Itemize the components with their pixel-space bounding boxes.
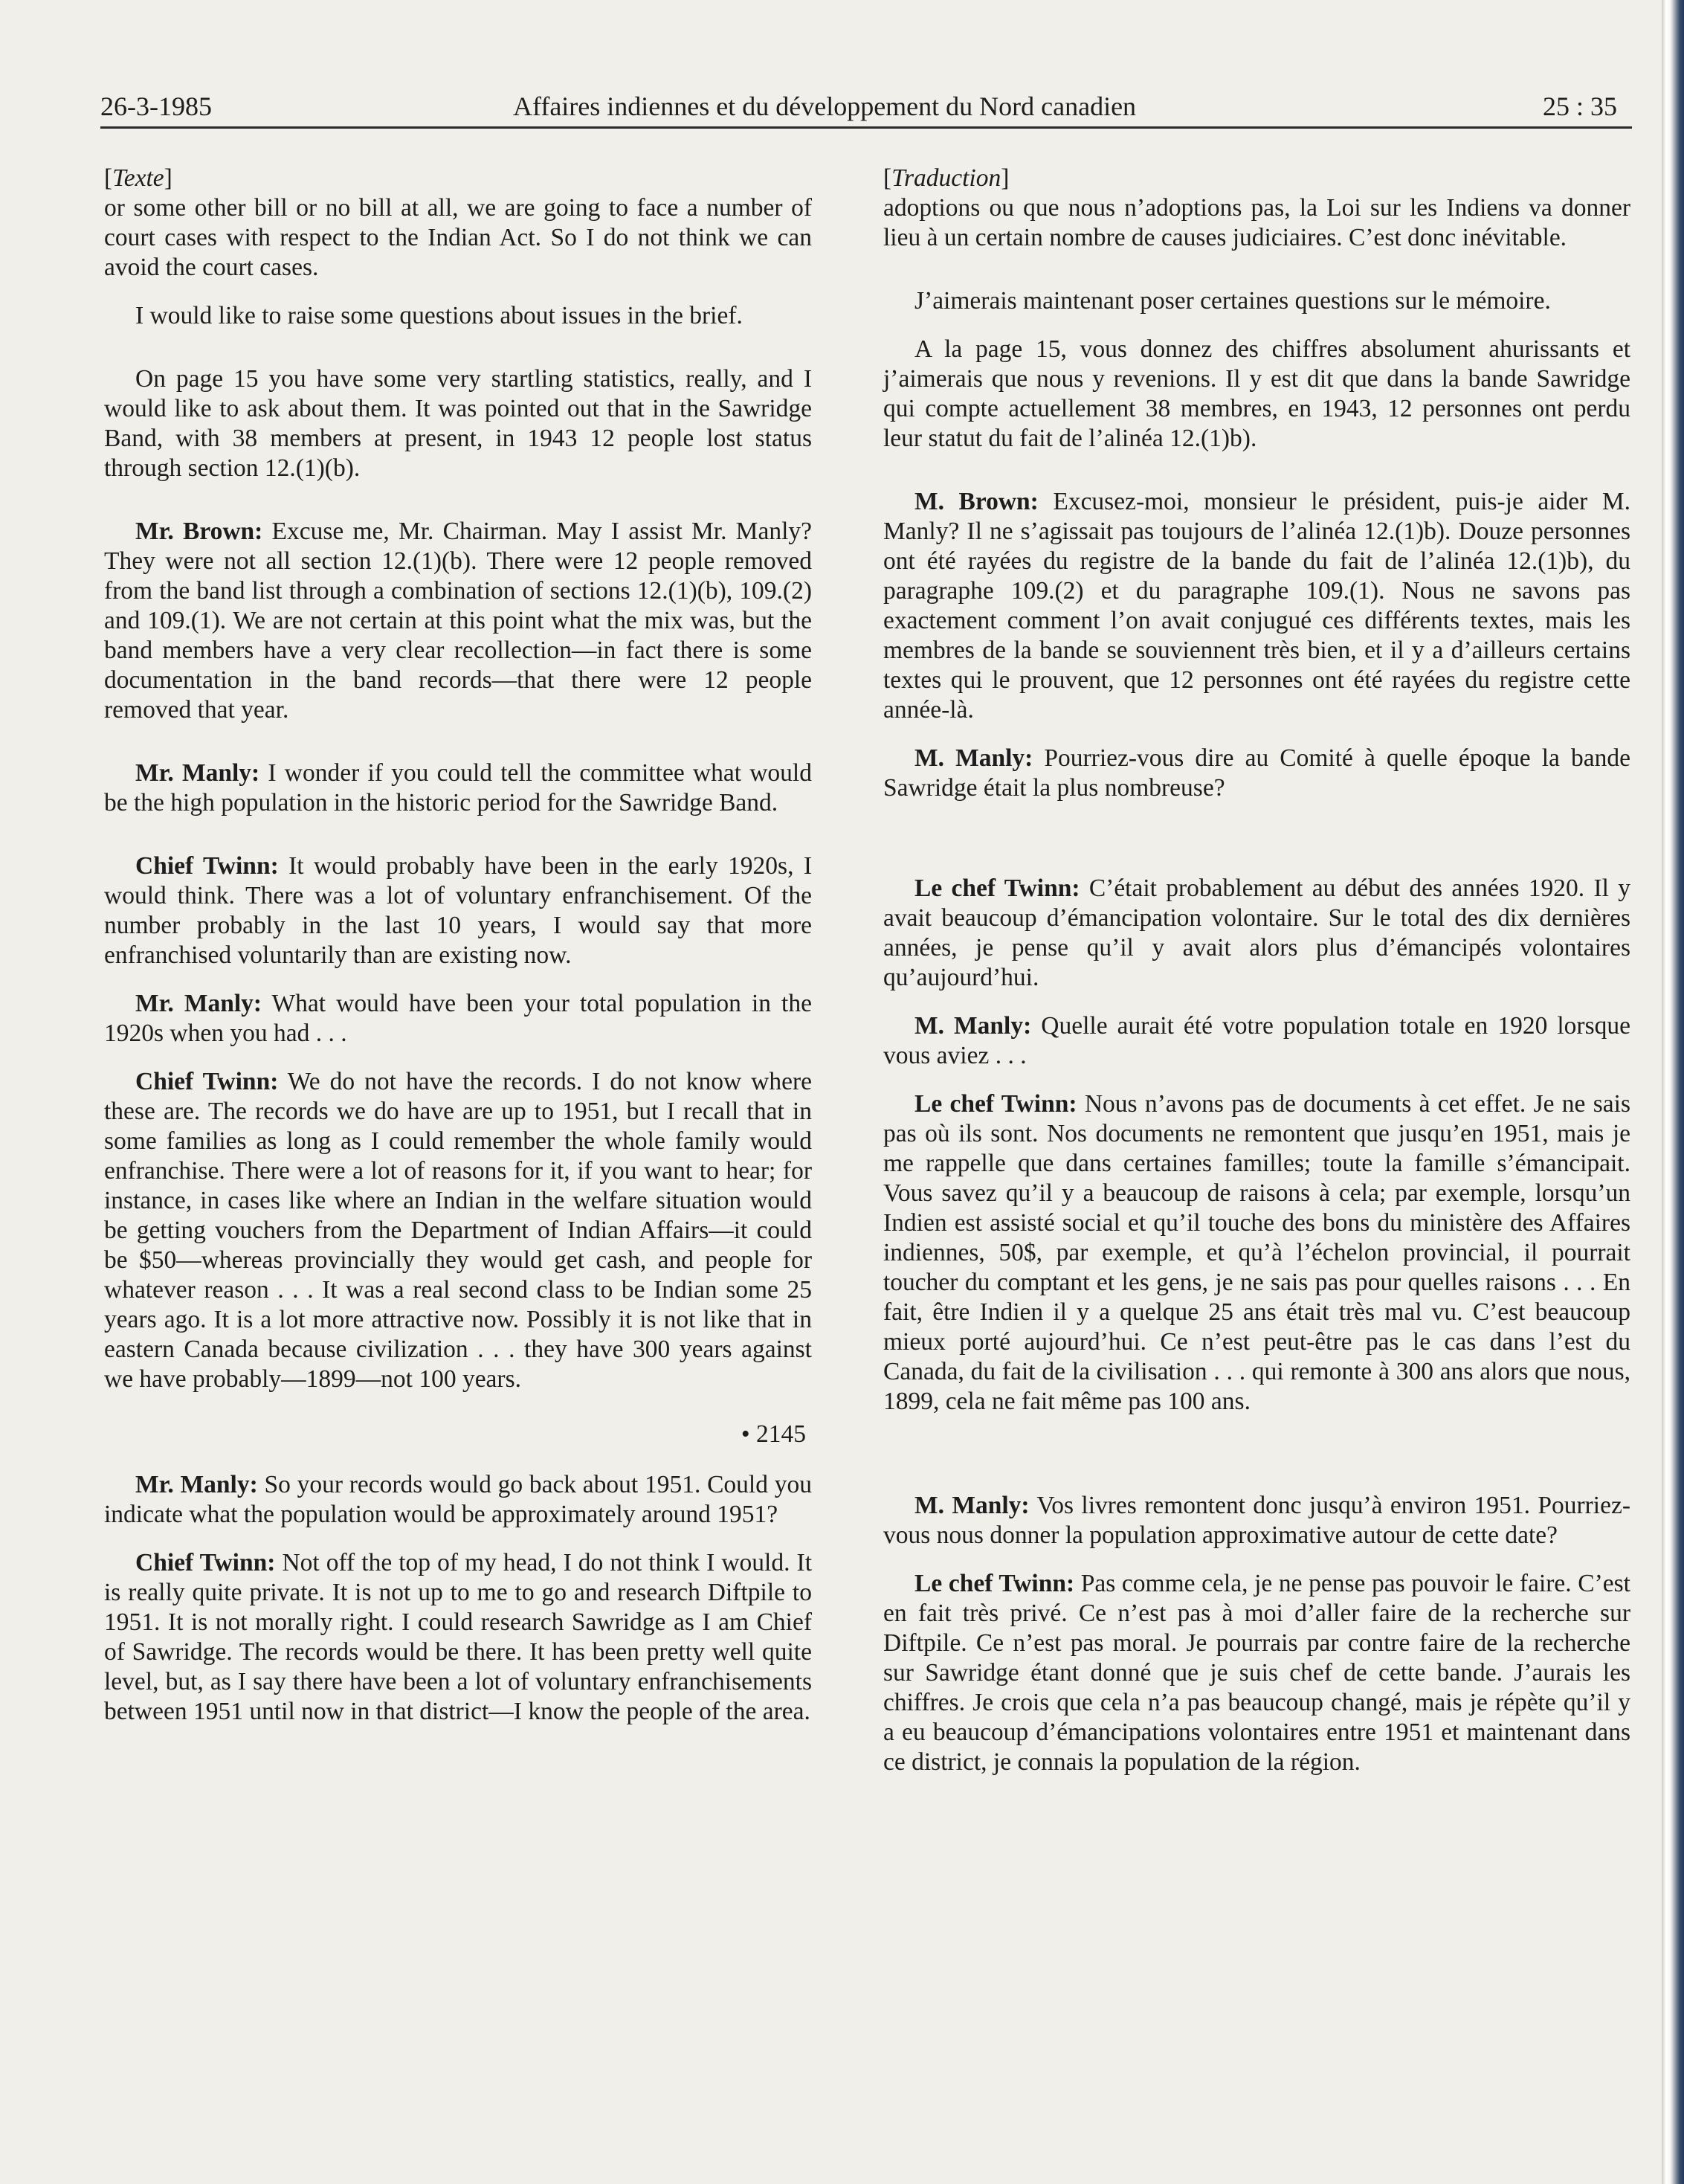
column-label: [Texte] (104, 164, 172, 192)
column-label: [Traduction] (883, 164, 1010, 192)
paragraph: adoptions ou que nous n’adoptions pas, la Loi sur les Indiens va donner lieu à un certain nombre de causes judiciaires. C’est donc inévitable. (883, 194, 1630, 251)
speech: Le chef Twinn: Pas comme cela, je ne pense pas pouvoir le faire. C’est en fait très privé. Ce n’est pas à moi d’aller faire de la recherche sur Diftpile. Ce n’est pas moral. Je pourrais par contre faire de la recherche sur Sawridge étant donné que je suis chef de cette bande. J’aurais les chiffres. Je crois que cela n’a pas beaucoup changé, mais je répète qu’il y a eu beaucoup d’émancipations volontaires entre 1951 et maintenant dans ce district, je connais la population de la région. (883, 1570, 1630, 1776)
speech: M. Brown: Excusez-moi, monsieur le président, puis-je aider M. Manly? Il ne s’agissait pas toujours de l’alinéa 12.(1)b). Douze personnes ont été rayées du registre de la bande du fait de l’alinéa 12.(1)b), du paragraphe 109.(2) et du paragraphe 109.(1). Nous ne savons pas exactement comment l’on avait conjugué ces différents textes, mais les membres de la bande se souviennent très bien, et il y a d’ailleurs certains textes qui le prouvent, que 12 personnes ont été rayées du registre cette année-là. (883, 488, 1630, 724)
speaker-name: Le chef Twinn: (914, 1570, 1075, 1597)
speaker-name: Mr. Manly: (135, 759, 260, 787)
speaker-name: Le chef Twinn: (914, 874, 1080, 902)
header-title: Affaires indiennes et du développement du Nord canadien (513, 91, 1137, 121)
speech: Mr. Brown: Excuse me, Mr. Chairman. May I assist Mr. Manly? They were not all section 12.(1)(b). There were 12 people removed from the band list through a combination of sections 12.(1)(b), 109.(2) and 109.(1). We are not certain at this point what the mix was, but the band members have a very clear recollection—in fact there is some documentation in the band records—that there were 12 people removed that year. (104, 518, 813, 724)
speaker-name: Mr. Manly: (135, 1471, 258, 1498)
speech: Mr. Manly: I wonder if you could tell the committee what would be the high population in the historic period for the Sawridge Band. (104, 759, 812, 816)
time-marker: • 2145 (741, 1420, 806, 1448)
paragraph: On page 15 you have some very startling statistics, really, and I would like to ask about them. It was pointed out that in the Sawridge Band, with 38 members at present, in 1943 12 people lost status through section 12.(1)(b). (104, 365, 812, 482)
speaker-name: M. Manly: (914, 1492, 1030, 1519)
header-date: 26-3-1985 (100, 91, 212, 121)
speaker-name: M. Manly: (914, 744, 1033, 772)
speech: Le chef Twinn: Nous n’avons pas de documents à cet effet. Je ne sais pas où ils sont. Nos documents ne remontent que jusqu’en 1951, mais je me rappelle que dans certaines familles; toute la famille s’émancipait. Vous savez qu’il y a beaucoup de raisons à cela; par exemple, lorsqu’un Indien est assisté social et qu’il touche des bons du ministère des Affaires indiennes, 50$, par exemple, et qu’à l’échelon provincial, il pourrait toucher du comptant et les gens, je ne sais pas pour quelles raisons . . . En fait, être Indien il y a quelque 25 ans était très mal vu. C’est beaucoup mieux porté aujourd’hui. Ce n’est peut-être pas le cas dans l’est du Canada, du fait de la civilisation . . . qui remonte à 300 ans alors que nous, 1899, cela ne fait même pas 100 ans. (883, 1090, 1630, 1415)
speaker-name: M. Manly: (914, 1012, 1032, 1040)
binding-edge (1662, 0, 1684, 2184)
speech: Chief Twinn: It would probably have been in the early 1920s, I would think. There was a lot of voluntary enfranchisement. Of the number probably in the last 10 years, I would say that more enfranchised voluntarily than are existing now. (104, 852, 812, 969)
speech: Mr. Manly: So your records would go back about 1951. Could you indicate what the population would be approximately around 1951? (104, 1471, 812, 1528)
speech: M. Manly: Pourriez-vous dire au Comité à quelle époque la bande Sawridge était la plus nombreuse? (883, 744, 1630, 802)
speech: Chief Twinn: Not off the top of my head, I do not think I would. It is really quite private. It is not up to me to go and research Diftpile to 1951. It is not morally right. I could research Sawridge as I am Chief of Sawridge. The records would be there. It has been pretty well quite level, but, as I say there have been a lot of voluntary enfranchisements between 1951 until now in that district—I know the people of the area. (104, 1549, 813, 1725)
speaker-name: M. Brown: (914, 488, 1039, 515)
paragraph: or some other bill or no bill at all, we are going to face a number of court cases with respect to the Indian Act. So I do not think we can avoid the court cases. (104, 194, 812, 281)
speech: Chief Twinn: We do not have the records. I do not know where these are. The records we do have are up to 1951, but I recall that in some families as long as I could remember the whole family would enfranchise. There were a lot of reasons for it, if you want to hear; for instance, in cases like where an Indian in the welfare situation would be getting vouchers from the Department of Indian Affairs—it could be $50—whereas provincially they would get cash, and people for whatever reason . . . It was a real second class to be Indian some 25 years ago. It is a lot more attractive now. Possibly it is not like that in eastern Canada because civilization . . . they have 300 years against we have probably—1899—not 100 years. (104, 1068, 813, 1393)
speaker-name: Mr. Manly: (135, 990, 262, 1017)
speaker-name: Chief Twinn: (135, 1549, 276, 1576)
speaker-name: Mr. Brown: (135, 518, 263, 545)
paragraph: J’aimerais maintenant poser certaines questions sur le mémoire. (914, 287, 1551, 315)
speech: M. Manly: Quelle aurait été votre population totale en 1920 lorsque vous aviez . . . (883, 1012, 1630, 1069)
right-column-french (883, 164, 1630, 1777)
paragraph: I would like to raise some questions about issues in the brief. (135, 302, 743, 329)
left-column-english (104, 164, 812, 1727)
header-page-number: 25 : 35 (1542, 91, 1617, 121)
speech: M. Manly: Vos livres remontent donc jusqu’à environ 1951. Pourriez-vous nous donner la population approximative autour de cette date? (883, 1492, 1630, 1549)
speaker-name: Chief Twinn: (135, 1068, 279, 1095)
speaker-name: Le chef Twinn: (914, 1090, 1077, 1118)
paragraph: A la page 15, vous donnez des chiffres absolument ahurissants et j’aimerais que nous y revenions. Il y est dit que dans la bande Sawridge qui compte actuellement 38 membres, en 1943, 12 personnes ont perdu leur statut du fait de l’alinéa 12.(1)b). (883, 335, 1630, 452)
speech: Le chef Twinn: C’était probablement au début des années 1920. Il y avait beaucoup d’émancipation volontaire. Sur le total des dix dernières années, je pense qu’il y avait alors plus d’émancipés volontaires qu’aujourd’hui. (883, 874, 1630, 991)
header-rule (100, 126, 1632, 129)
speech: Mr. Manly: What would have been your total population in the 1920s when you had . . . (104, 990, 812, 1047)
speaker-name: Chief Twinn: (135, 852, 279, 880)
